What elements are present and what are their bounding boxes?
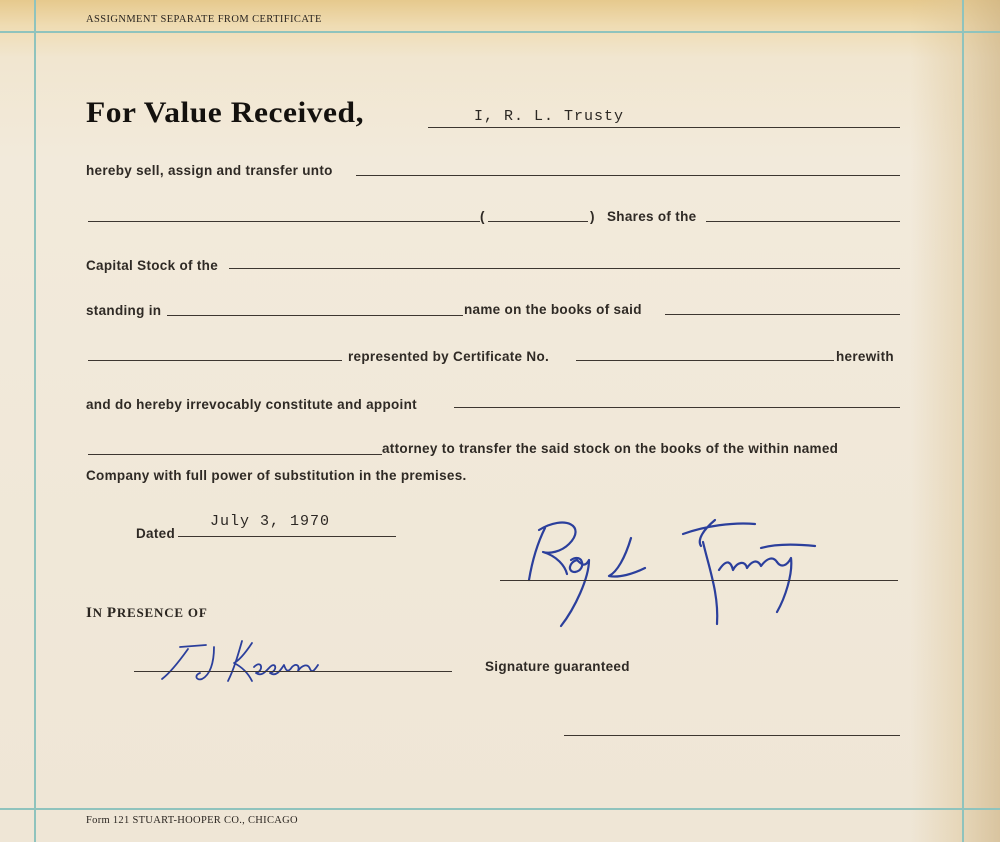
date-value: July 3, 1970 [210,513,331,530]
sell-label: hereby sell, assign and transfer unto [86,163,333,178]
assignor-line [428,127,900,128]
company-powers-label: Company with full power of substitution in the premises. [86,468,467,483]
transferee-line [356,175,900,176]
in-presence-label: IN PRESENCE OF [86,605,208,621]
paper-stain [910,0,1000,842]
date-line [178,536,396,537]
assignor-name: I, R. L. Trusty [474,108,625,125]
name-on-books-label: name on the books of said [464,302,642,317]
standing-in-label: standing in [86,303,162,318]
main-signature-line [500,580,898,581]
witness-line [134,671,452,672]
footer-form-label: Form 121 STUART-HOOPER CO., CHICAGO [86,815,298,826]
attorney-prefix-line [88,454,382,455]
herewith-label: herewith [836,349,894,364]
attorney-label: attorney to transfer the said stock on the books of the within named [382,441,839,456]
shares-words-line [88,221,480,222]
capital-stock-label: Capital Stock of the [86,258,219,273]
holder-line [167,315,463,316]
certificate-number-line [576,360,834,361]
top-label: ASSIGNMENT SEPARATE FROM CERTIFICATE [86,14,322,25]
signature-guaranteed-label: Signature guaranteed [485,659,630,674]
border-rule-bottom [0,808,1000,810]
said-company-line [665,314,900,315]
paren-open: ( [480,209,485,224]
shares-number-line [488,221,588,222]
company-line-2 [229,268,900,269]
certificate-prefix-line [88,360,342,361]
guarantor-line [564,735,900,736]
border-rule-right [962,0,964,842]
border-rule-left [34,0,36,842]
dated-label: Dated [136,526,176,541]
headline: For Value Received, [86,96,364,129]
attorney-name-line [454,407,900,408]
company-line-1 [706,221,900,222]
border-rule-top [0,31,1000,33]
shares-of-the-label: Shares of the [607,209,697,224]
paren-close: ) [590,209,595,224]
main-signature [505,508,825,628]
constitute-label: and do hereby irrevocably constitute and appoint [86,397,417,412]
represented-by-label: represented by Certificate No. [348,349,550,364]
witness-signature [158,633,328,693]
